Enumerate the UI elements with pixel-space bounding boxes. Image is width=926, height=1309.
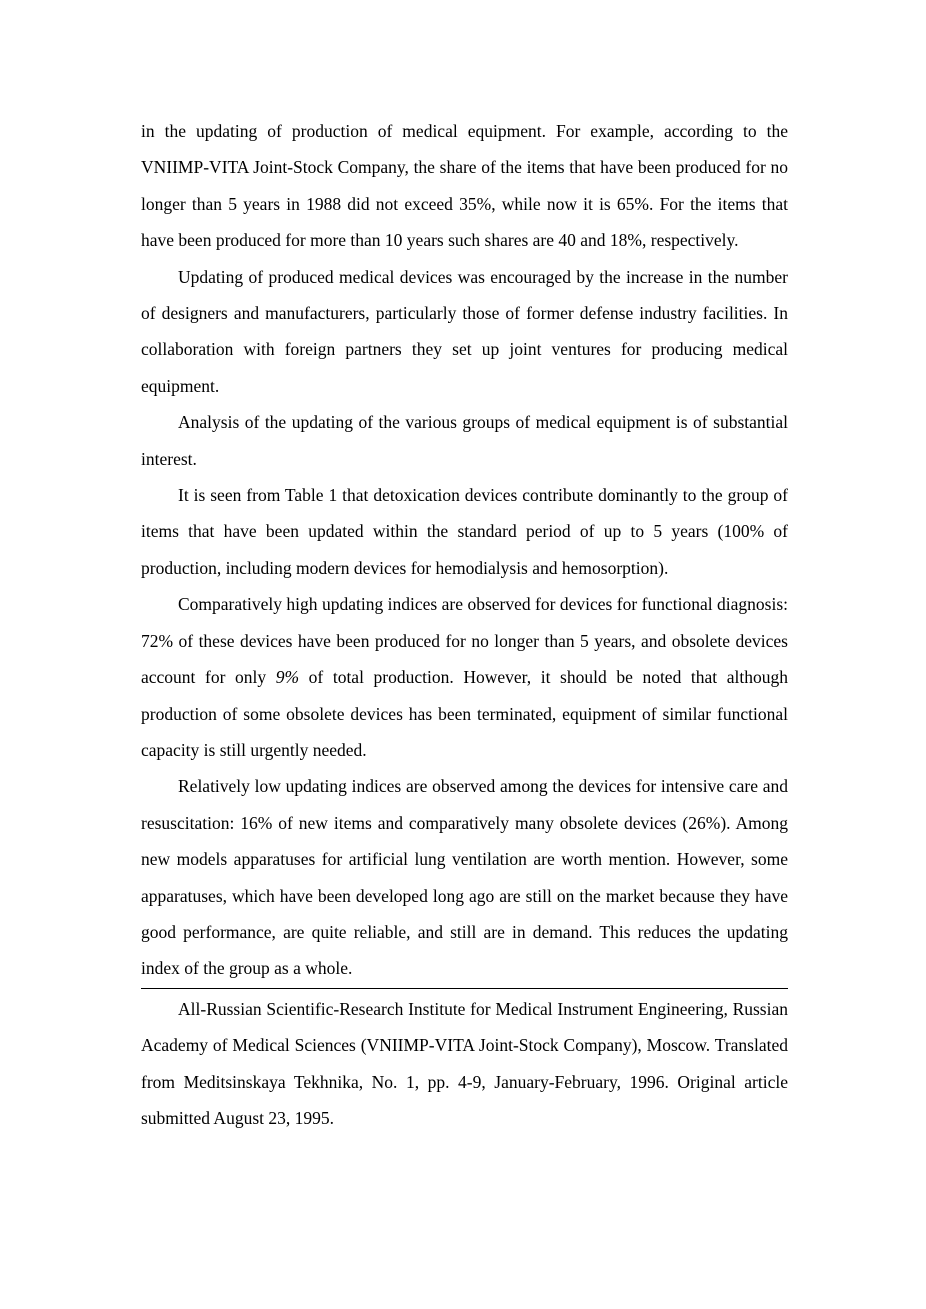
paragraph-5-italic-value: 9%: [275, 667, 300, 688]
paragraph-5-text-a: Comparatively high updating indices are observed for devices for functional diagnosis: 72% of these devices have been produced for no longer than 5 years, and obsolete devices account for only: [141, 594, 788, 688]
document-page: [141, 113, 788, 1136]
paragraph-1: in the updating of production of medical equipment. For example, according to the VNIIMP-VITA Joint-Stock Company, the share of the items that have been produced for no longer than 5 years in 1988 did not exceed 35%, while now it is 65%. For the items that have been produced for more than 10 years such shares are 40 and 18%, respectively.: [141, 121, 788, 251]
paragraph-3: Analysis of the updating of the various groups of medical equipment is of substantial interest.: [141, 412, 788, 469]
footnote-divider: [141, 988, 788, 989]
footnote: All-Russian Scientific-Research Institute for Medical Instrument Engineering, Russian Academy of Medical Sciences (VNIIMP-VITA Joint-Stock Company), Moscow. Translated from Meditsinskaya Tekhnika, No. 1, pp. 4-9, January-February, 1996. Original article submitted August 23, 1995.: [141, 998, 788, 1128]
paragraph-5: [141, 586, 788, 768]
paragraph-5-text-b: of total production. However, it should be noted that although production of some obsolete devices has been terminated, equipment of similar functional capacity is still urgently needed.: [141, 667, 788, 760]
paragraph-4: It is seen from Table 1 that detoxication devices contribute dominantly to the group of items that have been updated within the standard period of up to 5 years (100% of production, including modern devices for hemodialysis and hemosorption).: [141, 485, 788, 578]
paragraph-2: Updating of produced medical devices was encouraged by the increase in the number of designers and manufacturers, particularly those of former defense industry facilities. In collaboration with foreign partners they set up joint ventures for producing medical equipment.: [141, 266, 788, 396]
paragraph-6: Relatively low updating indices are observed among the devices for intensive care and resuscitation: 16% of new items and comparatively many obsolete devices (26%). Among new models apparatuses for artificial lung ventilation are worth mention. However, some apparatuses, which have been developed long ago are still on the market because they have good performance, are quite reliable, and still are in demand. This reduces the updating index of the group as a whole.: [141, 776, 788, 979]
